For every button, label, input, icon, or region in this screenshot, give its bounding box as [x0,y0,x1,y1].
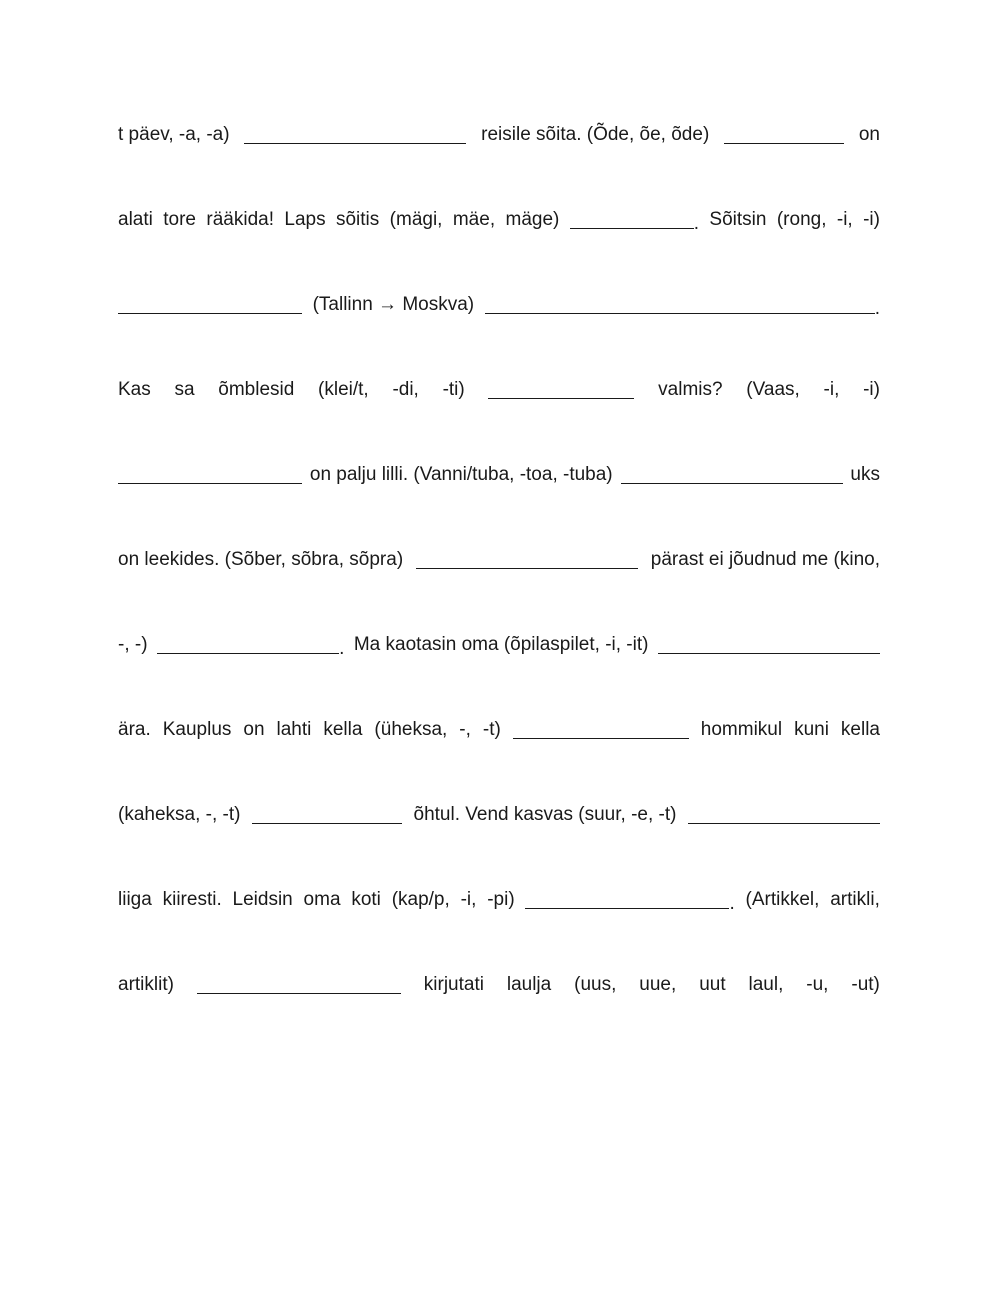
answer-blank-group [118,287,302,327]
text-line [118,287,880,372]
text-segment: (Artikkel, [745,889,820,910]
text-segment: Ma kaotasin oma (õpilaspilet, -i, -it) [353,634,649,655]
text-segment: -ti) [442,379,465,400]
answer-blank-group [688,797,880,837]
answer-blank[interactable] [658,627,880,654]
text-segment: -i, [836,209,853,230]
text-segment: pärast ei jõudnud me (kino, [650,549,880,570]
answer-blank-group [658,627,880,667]
text-segment: lahti [276,719,312,740]
answer-blank-group [513,712,689,752]
text-segment: Laps [284,209,326,230]
text-segment: uut [699,974,726,995]
answer-blank[interactable] [157,627,339,654]
text-segment: laulja [506,974,552,995]
text-segment: (kaheksa, -, -t) [118,804,241,825]
answer-blank[interactable] [488,372,634,399]
text-segment: sa [174,379,195,400]
text-segment: kiiresti. [162,889,222,910]
answer-blank-group [416,542,638,582]
text-segment: -t) [482,719,501,740]
text-segment: oma [303,889,341,910]
text-segment: artikli, [830,889,880,910]
text-segment: -, [459,719,471,740]
text-line [118,457,880,542]
text-segment: artiklit) [118,974,174,995]
answer-blank-group [621,457,843,497]
text-segment: Kas [118,379,151,400]
answer-blank[interactable] [485,287,875,314]
text-segment: (Vaas, [746,379,800,400]
text-line [118,712,880,797]
text-segment: on palju lilli. (Vanni/tuba, -toa, -tuba) [309,464,613,485]
text-segment: (kap/p, [391,889,450,910]
text-segment: reisile sõita. (Õde, õe, õde) [481,124,710,145]
text-segment: on [243,719,265,740]
answer-blank-group [118,457,302,497]
text-segment: tore [163,209,196,230]
text-segment: uue, [639,974,677,995]
text-line [118,967,880,1052]
answer-blank[interactable] [197,967,401,994]
text-segment: hommikul [700,719,783,740]
text-line [118,882,880,967]
text-segment: -pi) [487,889,515,910]
text-segment: -di, [392,379,419,400]
text-segment: (uus, [574,974,617,995]
text-segment: uks [850,464,880,485]
answer-blank[interactable] [252,797,402,824]
answer-blank[interactable] [513,712,689,739]
answer-blank[interactable] [525,882,729,909]
text-segment: alati [118,209,153,230]
text-line [118,372,880,457]
answer-blank[interactable] [621,457,843,484]
text-segment: Sõitsin [709,209,767,230]
text-segment: (üheksa, [374,719,448,740]
exercise-text [118,117,880,1052]
text-segment: õmblesid [218,379,295,400]
text-segment: kella [840,719,880,740]
text-segment: (mägi, [389,209,443,230]
answer-blank[interactable] [724,117,844,144]
text-segment: -i) [863,379,880,400]
text-segment: kirjutati [423,974,484,995]
answer-blank-group [488,372,634,412]
blank-punctuation: . [339,638,345,659]
answer-blank-group [525,882,734,922]
text-segment: -ut) [851,974,880,995]
text-segment: mäe, [452,209,496,230]
text-segment: laul, [748,974,784,995]
answer-blank[interactable] [688,797,880,824]
text-segment: -, -) [118,634,148,655]
text-segment: kuni [794,719,829,740]
text-line [118,627,880,712]
text-segment: -i) [863,209,880,230]
answer-blank-group [197,967,401,1007]
text-segment: (klei/t, [318,379,369,400]
text-segment: (rong, [776,209,827,230]
blank-punctuation: . [729,893,735,914]
text-segment: koti [351,889,381,910]
answer-blank-group [724,117,844,157]
answer-blank[interactable] [118,287,302,314]
answer-blank-group [485,287,880,327]
text-segment: valmis? [658,379,723,400]
answer-blank-group [244,117,466,157]
answer-blank[interactable] [570,202,694,229]
text-segment: mäge) [505,209,560,230]
text-segment: kella [323,719,363,740]
text-line [118,117,880,202]
answer-blank-group [570,202,699,242]
text-segment: Leidsin [232,889,293,910]
text-segment: on [858,124,880,145]
text-segment: (Tallinn → Moskva) [312,294,475,315]
text-line [118,797,880,882]
text-segment: -i, [460,889,477,910]
text-segment: Kauplus [162,719,232,740]
text-segment: sõitis [335,209,380,230]
text-segment: õhtul. Vend kasvas (suur, -e, -t) [413,804,677,825]
text-segment: liiga [118,889,152,910]
answer-blank[interactable] [118,457,302,484]
text-segment: rääkida! [206,209,274,230]
blank-punctuation: . [874,298,880,319]
text-line [118,202,880,287]
text-line [118,542,880,627]
text-segment: t päev, -a, -a) [118,124,230,145]
text-segment: -u, [806,974,829,995]
answer-blank[interactable] [416,542,638,569]
text-segment: ära. [118,719,151,740]
answer-blank-group [157,627,344,667]
text-segment: on leekides. (Sõber, sõbra, sõpra) [118,549,404,570]
blank-punctuation: . [693,213,700,234]
text-segment: -i, [823,379,840,400]
answer-blank[interactable] [244,117,466,144]
answer-blank-group [252,797,402,837]
